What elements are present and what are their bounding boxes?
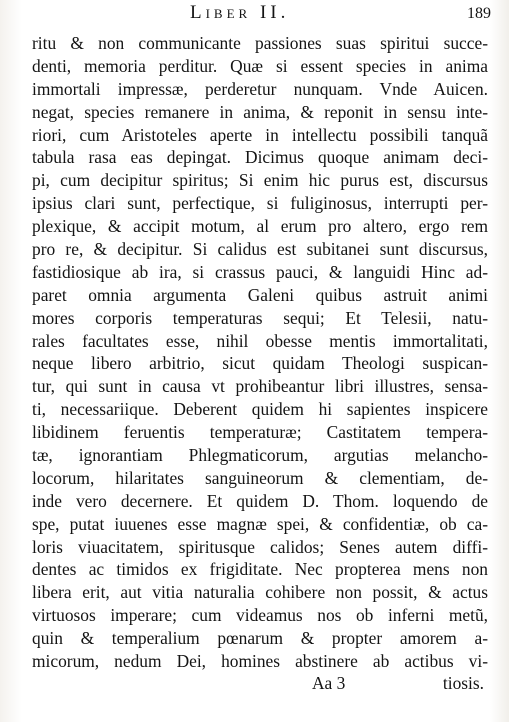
text-line: plexique, & accipit motum, al erum pro altero, ergo rem <box>32 216 488 237</box>
text-line: libidinem feruentis temperaturæ; Castitatem tempera- <box>32 422 488 443</box>
text-line: rales facultates esse, nihil obesse mentis immortalitati, <box>32 330 488 351</box>
running-head: Liber II. <box>190 2 290 23</box>
text-line: pro re, & decipitur. Si calidus est subitanei sunt discursus, <box>32 239 488 260</box>
text-line: virtuosos imperare; cum videamus nos ob inferni metũ, <box>32 605 488 626</box>
text-line: tur, qui sunt in causa vt prohibeantur libri illustres, sensa- <box>32 376 488 397</box>
page-footer <box>32 671 488 695</box>
text-line: micorum, nedum Dei, homines abstinere ab actibus vi- <box>32 651 488 672</box>
text-line: tabula rasa eas depingat. Dicimus quoque animam deci- <box>32 147 488 168</box>
text-line: fastidiosique ab ira, si crassus pauci, & languidi Hinc ad- <box>32 261 488 282</box>
text-line: ritu & non communicante passiones suas spiritui succe- <box>32 33 488 53</box>
text-line: mores corporis temperaturas sequi; Et Telesii, natu- <box>32 307 488 328</box>
page-number: 189 <box>467 5 491 22</box>
text-line: riori, cum Aristoteles aperte in intellectu possibili tanquã <box>32 124 488 145</box>
text-line: locorum, hilaritates sanguineorum & clementiam, de- <box>32 467 488 488</box>
page-header <box>0 2 509 26</box>
text-line: loris viuacitatem, spiritusque calidos; Senes autem diffi- <box>32 536 488 557</box>
text-line: paret omnia argumenta Galeni quibus astruit animi <box>32 284 488 305</box>
text-line: negat, species remanere in anima, & reponit in sensu inte- <box>32 101 488 122</box>
text-line: neque libero arbitrio, sicut quidam Theologi suspican- <box>32 353 488 374</box>
text-line: dentes ac timidos ex frigiditate. Nec propterea mens non <box>32 559 488 580</box>
text-line: pi, cum decipitur spiritus; Si enim hic purus est, discursus <box>32 170 488 191</box>
text-line: tæ, ignorantiam Phlegmaticorum, argutias melancho- <box>32 445 488 466</box>
catchword: tiosis. <box>442 673 484 693</box>
text-line: spe, putat iuuenes esse magnæ spei, & confidentiæ, ob ca- <box>32 513 488 534</box>
text-line: ipsius clari sunt, perfectique, si fuliginosus, interrupti per- <box>32 193 488 214</box>
text-line: denti, memoria perditur. Quæ si essent species in anima <box>32 55 488 76</box>
text-line: libera erit, aut vitia naturalia cohibere non possit, & actus <box>32 582 488 603</box>
text-line: ti, necessariique. Deberent quidem hi sapientes inspicere <box>32 399 488 420</box>
body-text <box>32 32 488 673</box>
text-line: quin & temperalium pœnarum & propter amorem a- <box>32 628 488 649</box>
text-line: immortali impressæ, perderetur nunquam. Vnde Auicen. <box>32 78 488 99</box>
text-line: inde vero decernere. Et quidem D. Thom. loquendo de <box>32 490 488 511</box>
signature-mark: Aa 3 <box>312 673 346 693</box>
